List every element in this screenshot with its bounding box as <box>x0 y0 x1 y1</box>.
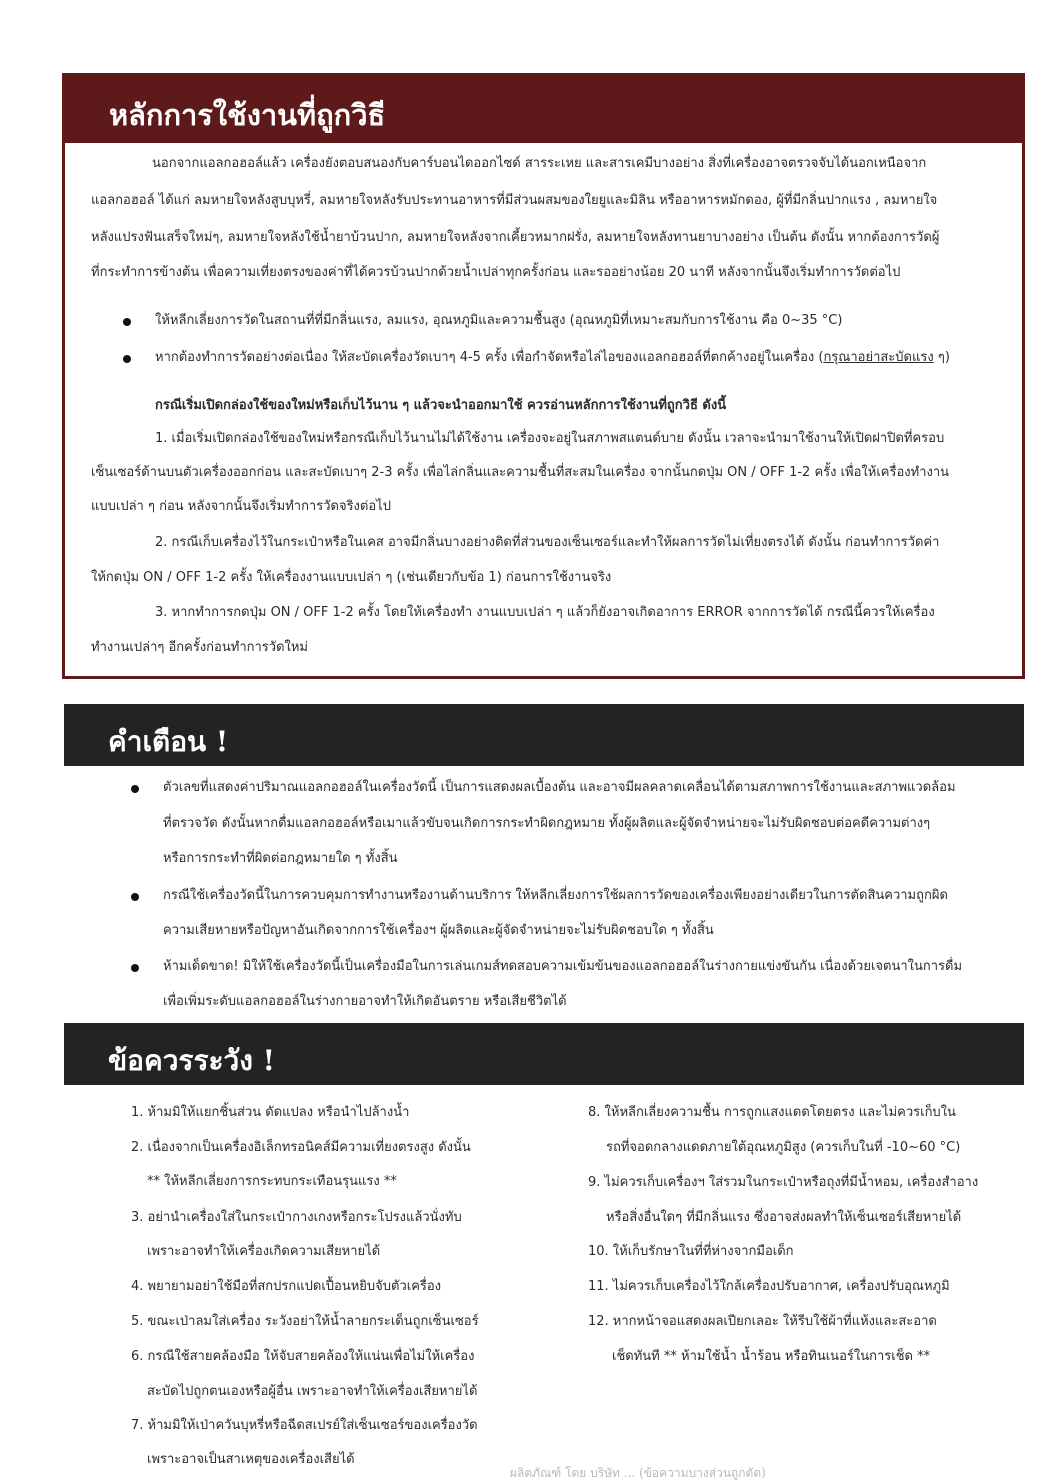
new-device-subheading: กรณีเริ่มเปิดกล่องใช้ของใหม่หรือเก็บไว้นาน ๆ แล้วจะนำออกมาใช้ ควรอ่านหลักการใช้งานที่ถูกวิธี ดังนี้ <box>155 398 727 413</box>
warning-2-line-2: ความเสียหายหรือปัญหาอันเกิดจากการใช้เครื่องฯ ผู้ผลิตและผู้จัดจำหน่ายจะไม่รับผิดชอบใด ๆ ทั้งสิ้น <box>163 923 714 938</box>
usage-bullet-2 <box>155 350 950 366</box>
usage-bullet-2-text: หากต้องทำการวัดอย่างต่อเนื่อง ให้สะบัดเครื่องวัดเบาๆ 4-5 ครั้ง เพื่อกำจัดหรือไล่ไอของแอลกอฮอล์ที่ตกค้างอยู่ในเครื่อง ( <box>155 350 824 365</box>
caution-9-line-1: 9. ไม่ควรเก็บเครื่องฯ ใส่รวมในกระเป๋าหรือถุงที่มีน้ำหอม, เครื่องสำอาง <box>588 1175 979 1190</box>
step-3-line-1: 3. หากทำการกดปุ่ม ON / OFF 1-2 ครั้ง โดยให้เครื่องทำ งานแบบเปล่า ๆ แล้วก็ยังอาจเกิดอาการ ERROR จากการวัดได้ กรณีนี้ควรให้เครื่อง <box>155 605 935 620</box>
caution-11: 11. ไม่ควรเก็บเครื่องไว้ใกล้เครื่องปรับอากาศ, เครื่องปรับอุณหภูมิ <box>588 1279 950 1294</box>
bullet-dot <box>123 318 131 326</box>
bullet-dot <box>131 785 139 793</box>
caution-8-line-2: รถที่จอดกลางแดดภายใต้อุณหภูมิสูง (ควรเก็บในที่ -10~60 °C) <box>606 1140 961 1155</box>
caution-2-line-1: 2. เนื่องจากเป็นเครื่องอิเล็กทรอนิคส์มีความเที่ยงตรงสูง ดังนั้น <box>131 1140 471 1155</box>
warning-3-line-1: ห้ามเด็ดขาด! มิให้ใช้เครื่องวัดนี้เป็นเครื่องมือในการเล่นเกมส์ทดสอบความเข้มข้นของแอลกอฮอล์ในร่างกายแข่งขันกัน เนื่องด้วยเจตนาในการดื่ม <box>163 959 963 974</box>
caution-7-line-1: 7. ห้ามมิให้เป่าควันบุหรี่หรือฉีดสเปรย์ใส่เซ็นเซอร์ของเครื่องวัด <box>131 1418 478 1433</box>
caution-6-line-1: 6. กรณีใช้สายคล้องมือ ให้จับสายคล้องให้แน่นเพื่อไม่ให้เครื่อง <box>131 1349 475 1364</box>
caution-6-line-2: สะบัดไปถูกตนเองหรือผู้อื่น เพราะอาจทำให้เครื่องเสียหายได้ <box>147 1384 478 1399</box>
usage-section-title: หลักการใช้งานที่ถูกวิธี <box>65 76 1022 143</box>
usage-section <box>62 73 1025 679</box>
bullet-dot <box>131 964 139 972</box>
caution-8-line-1: 8. ให้หลีกเลี่ยงความชื้น การถูกแสงแดดโดยตรง และไม่ควรเก็บใน <box>588 1105 956 1120</box>
caution-7-line-2: เพราะอาจเป็นสาเหตุของเครื่องเสียได้ <box>147 1452 355 1467</box>
step-2-line-2: ให้กดปุ่ม ON / OFF 1-2 ครั้ง ให้เครื่องงานแบบเปล่า ๆ (เช่นเดียวกับข้อ 1) ก่อนการใช้งานจริง <box>91 570 612 585</box>
warning-1-line-3: หรือการกระทำที่ผิดต่อกฎหมายใด ๆ ทั้งสิ้น <box>163 851 398 866</box>
step-1-line-3: แบบเปล่า ๆ ก่อน หลังจากนั้นจึงเริ่มทำการวัดจริงต่อไป <box>91 499 391 514</box>
caution-5: 5. ขณะเป่าลมใส่เครื่อง ระวังอย่าให้น้ำลายกระเด็นถูกเซ็นเซอร์ <box>131 1314 479 1329</box>
caution-3-line-1: 3. อย่านำเครื่องใส่ในกระเป๋ากางเกงหรือกระโปรงแล้วนั่งทับ <box>131 1210 462 1225</box>
caution-9-line-2: หรือสิ่งอื่นใดๆ ที่มีกลิ่นแรง ซึ่งอาจส่งผลทำให้เซ็นเซอร์เสียหายได้ <box>606 1210 962 1225</box>
intro-line-2: แอลกอฮอล์ ได้แก่ ลมหายใจหลังสูบบุหรี่, ลมหายใจหลังรับประทานอาหารที่มีส่วนผสมของใยยูและมิลิน หรืออาหารหมักดอง, ผู้ที่มีกลิ่นปากแรง , ลมหายใจ <box>91 193 938 208</box>
cut-off-footer-text: ผลิตภัณฑ์ โดย บริษัท ... (ข้อความบางส่วนถูกตัด) <box>510 1466 766 1480</box>
warning-1-line-1: ตัวเลขที่แสดงค่าปริมาณแอลกอฮอล์ในเครื่องวัดนี้ เป็นการแสดงผลเบื้องต้น และอาจมีผลคลาดเคลื่อนได้ตามสภาพการใช้งานและสภาพแวดล้อม <box>163 780 956 795</box>
caution-4: 4. พยายามอย่าใช้มือที่สกปรกแปดเปื้อนหยิบจับตัวเครื่อง <box>131 1279 442 1294</box>
bullet-dot <box>131 893 139 901</box>
intro-line-4: ที่กระทำการข้างต้น เพื่อความเที่ยงตรงของค่าที่ได้ควรบ้วนปากด้วยน้ำเปล่าทุกครั้งก่อน และรออย่างน้อย 20 นาที หลังจากนั้นจึงเริ่มทำการวัดต่อไป <box>91 265 901 280</box>
intro-line-1: นอกจากแอลกอฮอล์แล้ว เครื่องยังตอบสนองกับคาร์บอนไดออกไซด์ สารระเหย และสารเคมีบางอย่าง สิ่งที่เครื่องอาจตรวจจับได้นอกเหนือจาก <box>152 156 927 171</box>
bullet-dot <box>123 355 131 363</box>
caution-12-line-2: เช็ดทันที ** ห้ามใช้น้ำ น้ำร้อน หรือทินเนอร์ในการเช็ด ** <box>612 1349 931 1364</box>
warning-1-line-2: ที่ตรวจวัด ดังนั้นหากดื่มแอลกอฮอล์หรือเมาแล้วขับจนเกิดการกระทำผิดกฎหมาย ทั้งผู้ผลิตและผู้จัดจำหน่ายจะไม่รับผิดชอบต่อคดีความต่างๆ <box>163 816 931 831</box>
caution-section-title: ข้อควรระวัง ! <box>64 1023 1024 1085</box>
caution-10: 10. ให้เก็บรักษาในที่ที่ห่างจากมือเด็ก <box>588 1244 794 1259</box>
intro-line-3: หลังแปรงฟันเสร็จใหม่ๆ, ลมหายใจหลังใช้น้ำยาบ้วนปาก, ลมหายใจหลังจากเคี้ยวหมากฝรั่ง, ลมหายใจหลังทานยาบางอย่าง เป็นต้น ดังนั้น หากต้องการวัดผู้ <box>91 230 940 245</box>
step-3-line-2: ทำงานเปล่าๆ อีกครั้งก่อนทำการวัดใหม่ <box>91 640 309 655</box>
step-2-line-1: 2. กรณีเก็บเครื่องไว้ในกระเป๋าหรือในเคส อาจมีกลิ่นบางอย่างติดที่ส่วนของเซ็นเซอร์และทำให้ผลการวัดไม่เที่ยงตรงได้ ดังนั้น ก่อนทำการวัดค่า <box>155 535 940 550</box>
usage-bullet-1: ให้หลีกเลี่ยงการวัดในสถานที่ที่มีกลิ่นแรง, ลมแรง, อุณหภูมิและความชื้นสูง (อุณหภูมิที่เหมาะสมกับการใช้งาน คือ 0~35 °C) <box>155 313 843 328</box>
caution-1: 1. ห้ามมิให้แยกชิ้นส่วน ดัดแปลง หรือนำไปล้างน้ำ <box>131 1105 410 1120</box>
warning-2-line-1: กรณีใช้เครื่องวัดนี้ในการควบคุมการทำงานหรืองานด้านบริการ ให้หลีกเลี่ยงการใช้ผลการวัดของเครื่องเพียงอย่างเดียวในการตัดสินความถูกผิด <box>163 888 948 903</box>
usage-section-body <box>65 143 1022 676</box>
usage-bullet-2-underlined: กรุณาอย่าสะบัดแรง <box>823 350 934 365</box>
caution-2-line-2: ** ให้หลีกเลี่ยงการกระทบกระเทือนรุนแรง ** <box>147 1174 397 1189</box>
usage-bullet-2-end: ๆ) <box>933 350 950 365</box>
caution-12-line-1: 12. หากหน้าจอแสดงผลเปียกเลอะ ให้รีบใช้ผ้าที่แห้งและสะอาด <box>588 1314 937 1329</box>
warning-3-line-2: เพื่อเพิ่มระดับแอลกอฮอล์ในร่างกายอาจทำให้เกิดอันตราย หรือเสียชีวิตได้ <box>163 994 567 1009</box>
caution-3-line-2: เพราะอาจทำให้เครื่องเกิดความเสียหายได้ <box>147 1244 381 1259</box>
warning-section-title: คำเตือน ! <box>64 704 1024 766</box>
step-1-line-2: เซ็นเซอร์ด้านบนตัวเครื่องออกก่อน และสะบัดเบาๆ 2-3 ครั้ง เพื่อไล่กลิ่นและความชื้นที่สะสมในเครื่อง จากนั้นกดปุ่ม ON / OFF 1-2 ครั้ง เพื่อให้เครื่องทำงาน <box>91 465 950 480</box>
step-1-line-1: 1. เมื่อเริ่มเปิดกล่องใช้ของใหม่หรือกรณีเก็บไว้นานไม่ได้ใช้งาน เครื่องจะอยู่ในสภาพสแตนด์บาย ดังนั้น เวลาจะนำมาใช้งานให้เปิดฝาปิดที่ครอบ <box>155 431 945 446</box>
